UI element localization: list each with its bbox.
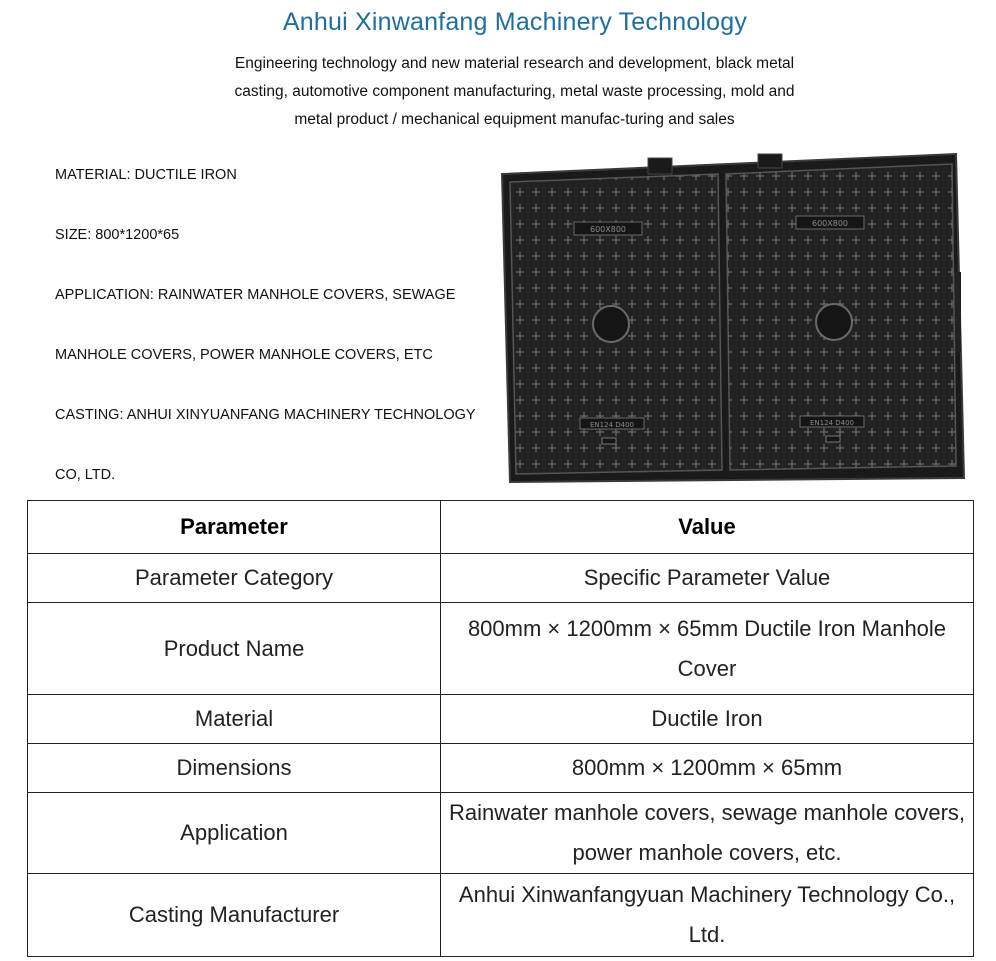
row-value: Rainwater manhole covers, sewage manhole covers, power manhole covers, etc.	[441, 793, 974, 874]
page-title: Anhui Xinwanfang Machinery Technology	[282, 8, 748, 36]
spec-material: MATERIAL: DUCTILE IRON	[55, 167, 237, 183]
row-value: Ductile Iron	[441, 695, 974, 744]
row-value: 800mm × 1200mm × 65mm	[441, 744, 974, 793]
table-row	[28, 554, 974, 603]
row-parameter: Application	[28, 793, 441, 874]
manhole-cover-photo	[496, 152, 974, 486]
header-parameter: Parameter	[28, 501, 441, 554]
row-value: Anhui Xinwanfangyuan Machinery Technology Co., Ltd.	[441, 874, 974, 957]
row-parameter: Casting Manufacturer	[28, 874, 441, 957]
table-row	[28, 695, 974, 744]
row-parameter: Material	[28, 695, 441, 744]
table-row	[28, 603, 974, 695]
spec-casting-line1: CASTING: ANHUI XINYUANFANG MACHINERY TECHNOLOGY	[55, 407, 476, 423]
plate-label-right: 600X800	[811, 219, 849, 228]
plate-label-left: 600X800	[589, 225, 627, 234]
row-parameter: Parameter Category	[28, 554, 441, 603]
spec-casting-line2: CO, LTD.	[55, 467, 116, 483]
row-value: Specific Parameter Value	[441, 554, 974, 603]
table-row	[28, 744, 974, 793]
table-row	[28, 793, 974, 874]
table-header-row	[28, 501, 974, 554]
table-row	[28, 874, 974, 957]
stamp-label-right: EN124 D400	[810, 419, 854, 427]
company-description: Engineering technology and new material research and development, black metal casting, automotive component manufacturing, metal waste processing, mold and metal product / mechanical equipment manufac-turing and sales	[234, 55, 795, 128]
header-value: Value	[441, 501, 974, 554]
spec-application-line2: MANHOLE COVERS, POWER MANHOLE COVERS, ETC	[55, 347, 433, 363]
spec-application-line1: APPLICATION: RAINWATER MANHOLE COVERS, SEWAGE	[55, 287, 456, 303]
spec-size: SIZE: 800*1200*65	[55, 227, 180, 243]
parameter-table	[27, 500, 974, 957]
row-value: 800mm × 1200mm × 65mm Ductile Iron Manhole Cover	[441, 603, 974, 695]
cover-body	[502, 154, 964, 482]
row-parameter: Dimensions	[28, 744, 441, 793]
product-specs	[55, 160, 510, 520]
row-parameter: Product Name	[28, 603, 441, 695]
stamp-label-left: EN124 D400	[590, 421, 634, 429]
